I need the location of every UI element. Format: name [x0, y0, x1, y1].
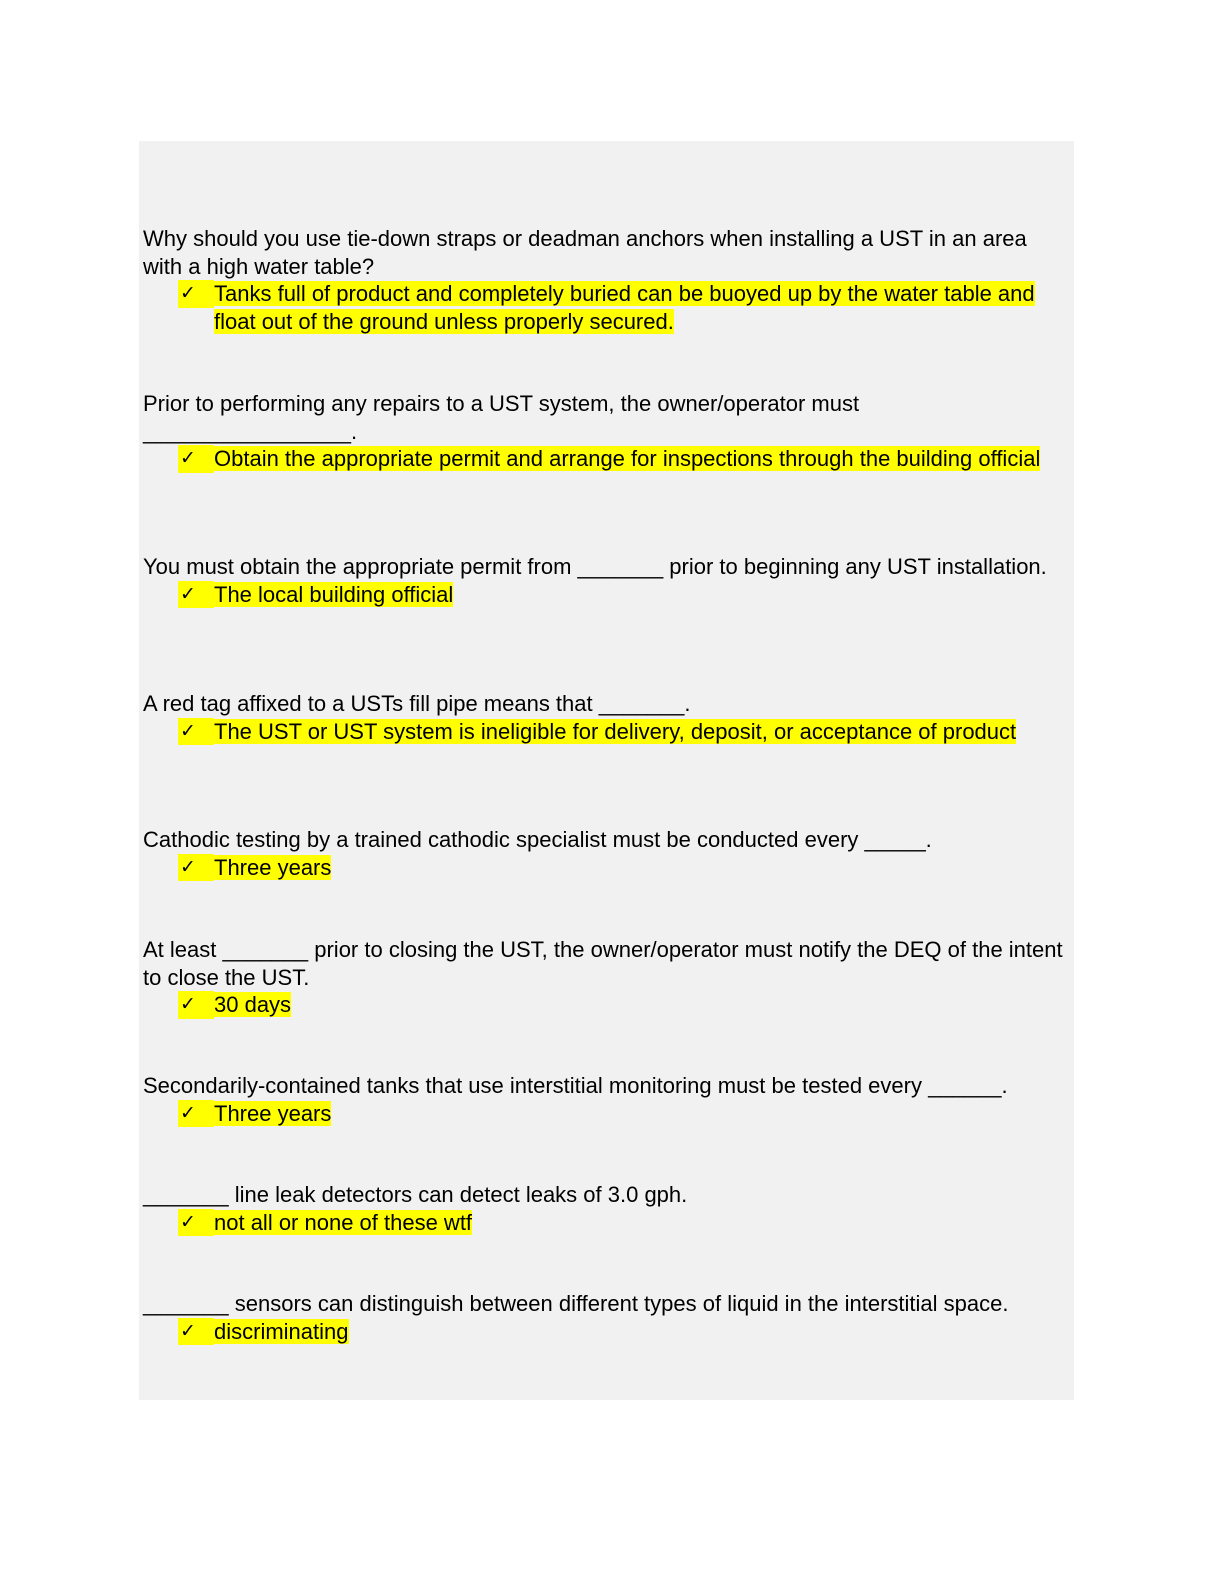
answer-text: Three years — [214, 854, 332, 880]
question-text: Cathodic testing by a trained cathodic specialist must be conducted every _____. — [143, 827, 932, 852]
answer-text: Obtain the appropriate permit and arrange for inspections through the building official — [214, 446, 1041, 471]
answer-text: Three years — [214, 1100, 332, 1126]
question-text: Secondarily-contained tanks that use interstitial monitoring must be tested every ______. — [143, 1073, 1008, 1098]
qa-item-7 — [143, 1072, 1068, 1127]
check-mark-icon: ✓ — [178, 718, 214, 746]
question-text: Prior to performing any repairs to a UST system, the owner/operator must _________________. — [143, 391, 860, 444]
check-mark-icon: ✓ — [178, 445, 214, 473]
answer-line — [143, 280, 1068, 335]
qa-item-3 — [143, 553, 1068, 608]
check-mark-icon: ✓ — [178, 991, 214, 1019]
check-mark-icon: ✓ — [178, 280, 214, 308]
qa-item-9 — [143, 1290, 1068, 1345]
answer-text: discriminating — [214, 1318, 349, 1344]
answer-text: The UST or UST system is ineligible for delivery, deposit, or acceptance of product — [214, 718, 1017, 744]
answer-text: 30 days — [214, 992, 292, 1017]
answer-text: The local building official — [214, 581, 454, 607]
qa-item-6 — [143, 936, 1068, 1019]
qa-item-8 — [143, 1181, 1068, 1236]
question-text: Why should you use tie-down straps or deadman anchors when installing a UST in an area with a high water table? — [143, 226, 1027, 279]
check-mark-icon: ✓ — [178, 1100, 214, 1128]
check-mark-icon: ✓ — [178, 1318, 214, 1346]
answer-line — [143, 445, 1068, 473]
question-text: At least _______ prior to closing the UST, the owner/operator must notify the DEQ of the intent to close the UST. — [143, 937, 1063, 990]
answer-line — [143, 581, 1068, 609]
question-text: _______ sensors can distinguish between different types of liquid in the interstitial space. — [143, 1291, 1009, 1316]
answer-text: Tanks full of product and completely buried can be buoyed up by the water table and float out of the ground unless properly secured. — [214, 281, 1035, 334]
qa-item-2 — [143, 390, 1068, 473]
answer-text: not all or none of these wtf — [214, 1209, 473, 1235]
check-mark-icon: ✓ — [178, 1209, 214, 1237]
question-text: A red tag affixed to a USTs fill pipe means that _______. — [143, 691, 691, 716]
question-text: _______ line leak detectors can detect leaks of 3.0 gph. — [143, 1182, 688, 1207]
qa-item-4 — [143, 690, 1068, 745]
answer-line — [143, 854, 1068, 882]
check-mark-icon: ✓ — [178, 854, 214, 882]
qa-item-5 — [143, 826, 1068, 881]
qa-item-1 — [143, 225, 1068, 335]
answer-line — [143, 1100, 1068, 1128]
question-text: You must obtain the appropriate permit from _______ prior to beginning any UST installation. — [143, 554, 1047, 579]
answer-line — [143, 718, 1068, 746]
answer-line — [143, 1318, 1068, 1346]
check-mark-icon: ✓ — [178, 581, 214, 609]
answer-line — [143, 991, 1068, 1019]
answer-line — [143, 1209, 1068, 1237]
